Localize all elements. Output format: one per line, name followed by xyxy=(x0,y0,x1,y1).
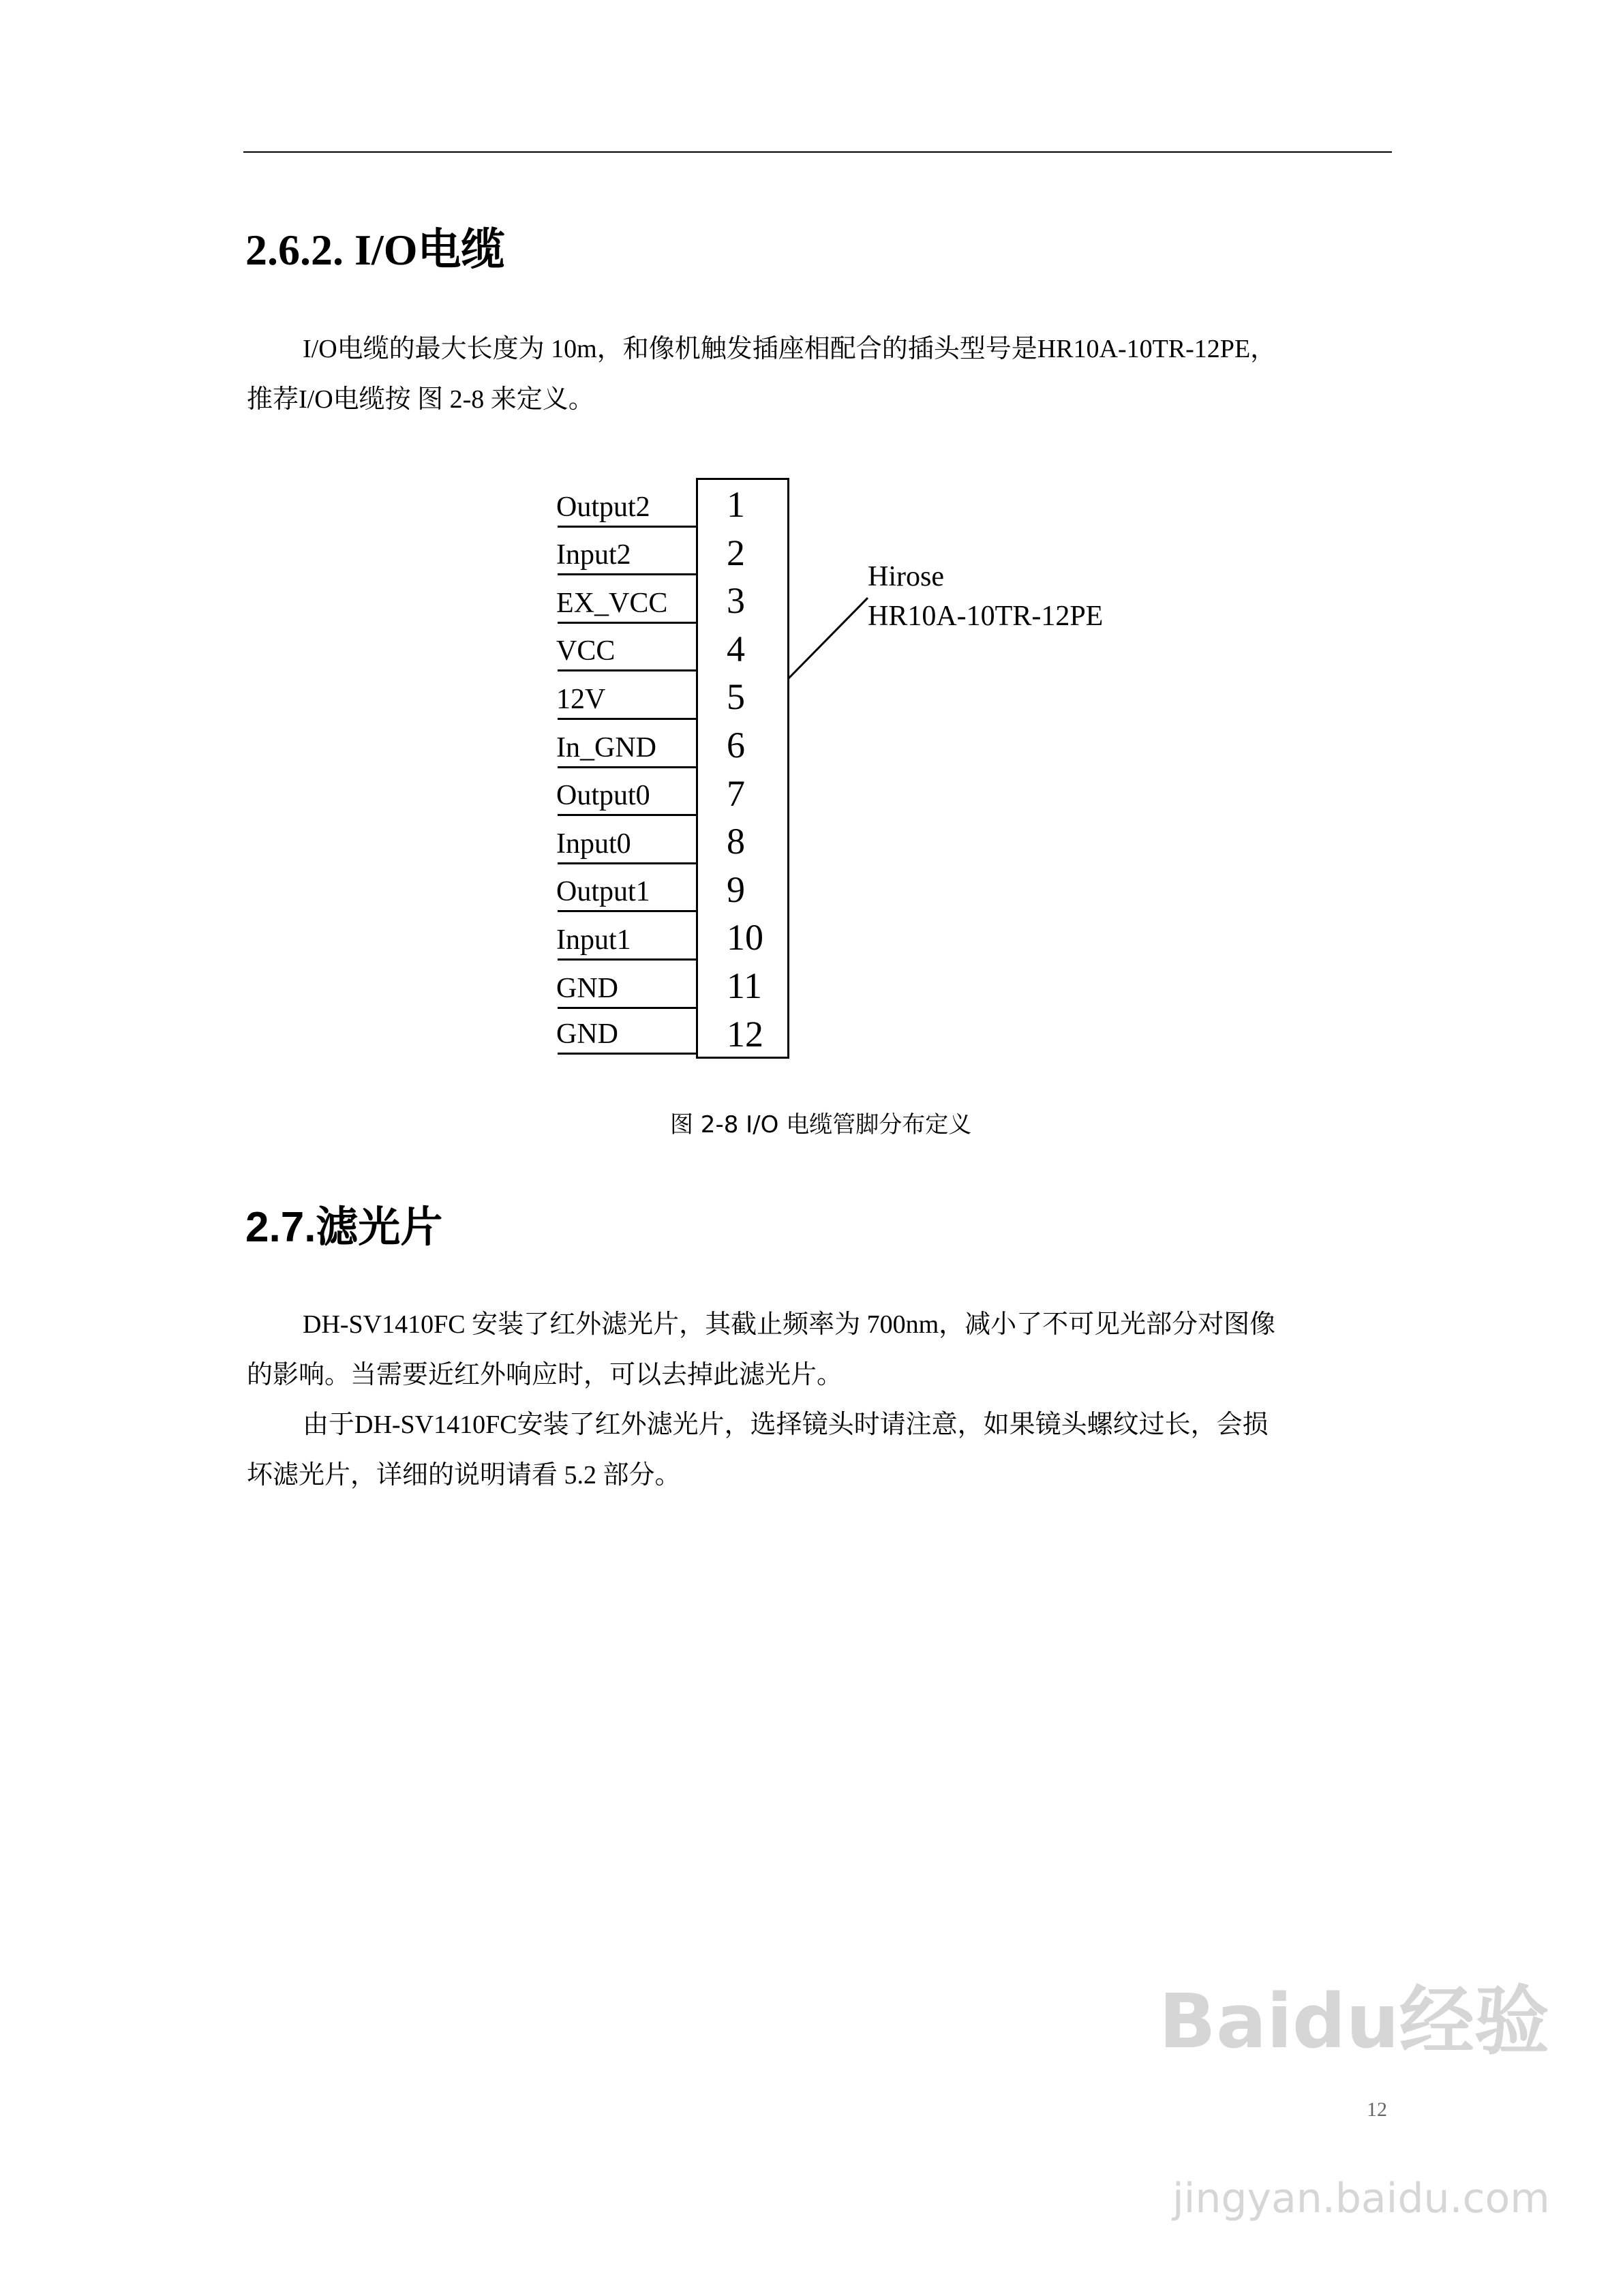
pin-wire xyxy=(558,862,697,864)
paragraph-line: 由于DH-SV1410FC安装了红外滤光片，选择镜头时请注意，如果镜头螺纹过长，会损 xyxy=(303,1410,1269,1439)
pin-wire xyxy=(558,622,697,624)
paragraph-line: I/O电缆的最大长度为 10m，和像机触发插座相配合的插头型号是HR10A-10TR-12PE， xyxy=(303,335,1277,363)
paragraph-line: 推荐I/O电缆按 图 2-8 来定义。 xyxy=(247,385,594,414)
pin-label: Output0 xyxy=(556,780,650,812)
pin-number: 11 xyxy=(727,965,762,1006)
pin-wire xyxy=(558,526,697,528)
pin-number: 9 xyxy=(727,868,745,910)
pin-label: 12V xyxy=(556,684,606,715)
pin-wire xyxy=(558,910,697,912)
pin-label: EX_VCC xyxy=(556,587,668,619)
watermark-url: jingyan.baidu.com xyxy=(1172,2175,1550,2222)
section-heading-2-6-2: 2.6.2. I/O电缆 xyxy=(245,226,505,274)
pin-wire xyxy=(558,669,697,671)
pin-label: Output1 xyxy=(556,876,650,908)
pin-number: 12 xyxy=(727,1013,763,1055)
pin-label: GND xyxy=(556,972,618,1004)
section-heading-2-7: 2.7.滤光片 xyxy=(245,1204,443,1251)
pin-number: 4 xyxy=(727,628,745,669)
pin-wire xyxy=(558,573,697,575)
pin-number: 2 xyxy=(727,532,745,573)
pin-label: GND xyxy=(556,1018,618,1051)
pin-label: Input1 xyxy=(556,924,631,956)
paragraph-line: DH-SV1410FC 安装了红外滤光片，其截止频率为 700nm，减小了不可见光部分对图像 xyxy=(303,1310,1276,1339)
pin-label: In_GND xyxy=(556,731,656,764)
pin-label: Input2 xyxy=(556,539,631,571)
paragraph-line: 的影响。当需要近红外响应时，可以去掉此滤光片。 xyxy=(247,1361,843,1389)
pin-number: 3 xyxy=(727,580,745,622)
pin-number: 5 xyxy=(727,676,745,718)
connector-model: HR10A-10TR-12PE xyxy=(868,601,1104,632)
pin-number: 1 xyxy=(727,484,745,525)
pin-wire xyxy=(558,814,697,816)
pin-label: VCC xyxy=(556,635,616,667)
paragraph-line: 坏滤光片，详细的说明请看 5.2 部分。 xyxy=(247,1461,681,1490)
pin-wire xyxy=(558,1007,697,1009)
pin-wire xyxy=(558,766,697,768)
watermark-logo: Baidu经验 xyxy=(1159,1978,1549,2065)
pin-wire xyxy=(558,1053,697,1055)
connector-brand: Hirose xyxy=(868,561,944,592)
page-number: 12 xyxy=(1367,2098,1387,2121)
pin-label: Input0 xyxy=(556,828,631,860)
pin-label: Output2 xyxy=(556,491,650,523)
pin-number: 10 xyxy=(727,917,763,958)
pin-wire xyxy=(558,958,697,961)
figure-caption: 图 2-8 I/O 电缆管脚分布定义 xyxy=(670,1111,972,1138)
pin-number: 6 xyxy=(727,725,745,766)
pin-number: 7 xyxy=(727,772,745,814)
pin-number: 8 xyxy=(727,821,745,862)
pin-wire xyxy=(558,718,697,720)
